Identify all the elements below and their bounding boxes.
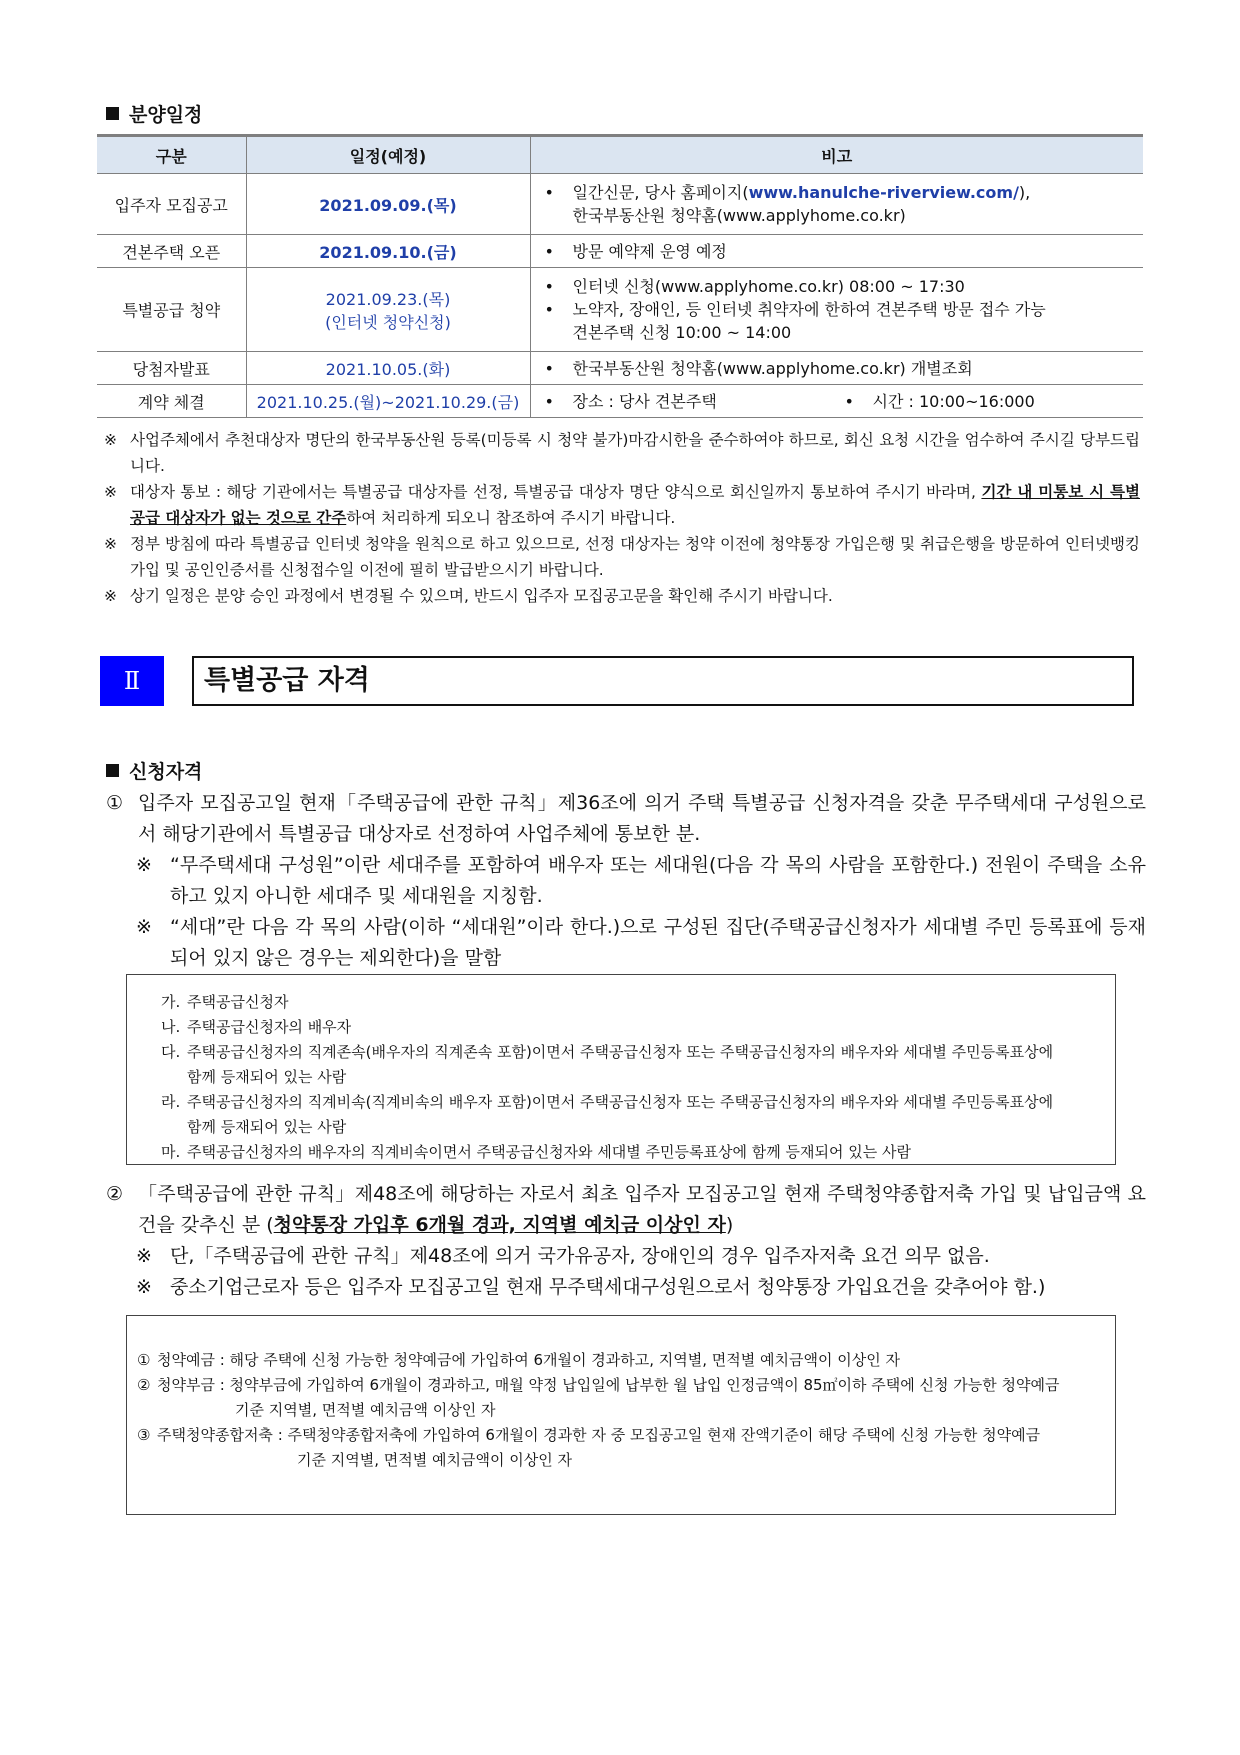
schedule-heading: 분양일정 [106, 100, 202, 127]
date-cell: 2021.10.25.(월)~2021.10.29.(금) [246, 385, 530, 418]
note-item: ※ 상기 일정은 분양 승인 과정에서 변경될 수 있으며, 반드시 입주자 모집공고문을 확인해 주시기 바랍니다. [104, 587, 833, 605]
schedule-notes [104, 427, 1140, 609]
note-item: ※ 사업주체에서 추천대상자 명단의 한국부동산원 등록(미등록 시 청약 불가)마감시한을 준수하여야 하므로, 회신 요청 시간을 엄수하여 주시길 당부드립니다. [104, 431, 1140, 475]
list-item: 다. 주택공급신청자의 직계존속(배우자의 직계존속 포함)이면서 주택공급신청자 또는 주택공급신청자의 배우자와 세대별 주민등록표상에 [161, 1043, 1054, 1061]
section-number: Ⅱ [100, 656, 164, 706]
list-item: 마. 주택공급신청자의 배우자의 직계비속이면서 주택공급신청자와 세대별 주민등록표상에 함께 등재되어 있는 사람 [161, 1143, 911, 1161]
category-cell: 견본주택 오픈 [97, 235, 246, 268]
note-cell: • 장소 : 당사 견본주택 • 시간 : 10:00~16:000 [530, 385, 1143, 418]
category-cell: 입주자 모집공고 [97, 174, 246, 235]
note-cell: • 인터넷 신청(www.applyhome.co.kr) 08:00 ~ 17:30 • 노약자, 장애인, 등 인터넷 취약자에 한하여 견본주택 방문 접수 가능 견본주택 신청 10:00 ~ 14:00 [530, 268, 1143, 352]
date-cell: 2021.10.05.(화) [246, 352, 530, 385]
savings-requirement-box: ① 청약예금 : 해당 주택에 신청 가능한 청약예금에 가입하여 6개월이 경과하고, 지역별, 면적별 예치금액이 이상인 자 ② 청약부금 : 청약부금에 가입하여 6개월이 경과하고, 매월 약정 납입일에 납부한 월 납입 인정금액이 85㎡이하 주택에 신청 가능한 청약예금 기준 지역별, 면적별 예치금액 이상인 자 ③ 주택청약종합저축 : 주택청약종합저축에 가입하여 6개월이 경과한 자 중 모집공고일 현재 잔액기준이 해당 주택에 신청 가능한 청약예금 기준 지역별, 면적별 예치금액이 이상인 자 [126, 1315, 1116, 1515]
note-item: ※ 대상자 통보 : 해당 기관에서는 특별공급 대상자를 선정, 특별공급 대상자 명단 양식으로 회신일까지 통보하여 주시기 바라며, 기간 내 미통보 시 특별공급 대상자가 없는 것으로 간주하여 처리하게 되오니 참조하여 주시기 바랍니다. [104, 483, 1140, 527]
note-cell: • 한국부동산원 청약홈(www.applyhome.co.kr) 개별조회 [530, 352, 1143, 385]
note-cell: • 방문 예약제 운영 예정 [530, 235, 1143, 268]
note-item: ※ 정부 방침에 따라 특별공급 인터넷 청약을 원칙으로 하고 있으므로, 선정 대상자는 청약 이전에 청약통장 가입은행 및 취급은행을 방문하여 인터넷뱅킹 가입 및 공인인증서를 신청접수일 이전에 필히 발급받으시기 바랍니다. [104, 535, 1140, 579]
square-bullet-icon [106, 764, 119, 777]
category-cell: 특별공급 청약 [97, 268, 246, 352]
homepage-link[interactable]: www.hanulche-riverview.com/ [748, 183, 1019, 202]
list-item: 나. 주택공급신청자의 배우자 [161, 1018, 352, 1036]
household-definition-box: 가. 주택공급신청자 나. 주택공급신청자의 배우자 다. 주택공급신청자의 직계존속(배우자의 직계존속 포함)이면서 주택공급신청자 또는 주택공급신청자의 배우자와 세대별 주민등록표상에 함께 등재되어 있는 사람 라. 주택공급신청자의 직계비속(직계비속의 배우자 포함)이면서 주택공급신청자 또는 주택공급신청자의 배우자와 세대별 주민등록표상에 함께 등재되어 있는 사람 마. 주택공급신청자의 배우자의 직계비속이면서 주택공급신청자와 세대별 주민등록표상에 함께 등재되어 있는 사람 [126, 974, 1116, 1165]
list-item: ② 청약부금 : 청약부금에 가입하여 6개월이 경과하고, 매월 약정 납입일에 납부한 월 납입 인정금액이 85㎡이하 주택에 신청 가능한 청약예금 [137, 1376, 1060, 1394]
date-cell: 2021.09.10.(금) [246, 235, 530, 268]
column-header: 구분 [97, 136, 246, 174]
table-header-row [97, 136, 1143, 174]
category-cell: 당첨자발표 [97, 352, 246, 385]
table-row [97, 268, 1143, 352]
table-row [97, 174, 1143, 235]
table-row [97, 235, 1143, 268]
section-title: 특별공급 자격 [192, 656, 1134, 706]
list-item: 라. 주택공급신청자의 직계비속(직계비속의 배우자 포함)이면서 주택공급신청자 또는 주택공급신청자의 배우자와 세대별 주민등록표상에 [161, 1093, 1054, 1111]
list-item: 가. 주택공급신청자 [161, 993, 289, 1011]
category-cell: 계약 체결 [97, 385, 246, 418]
date-cell: 2021.09.23.(목) (인터넷 청약신청) [246, 268, 530, 352]
list-item: ③ 주택청약종합저축 : 주택청약종합저축에 가입하여 6개월이 경과한 자 중 모집공고일 현재 잔액기준이 해당 주택에 신청 가능한 청약예금 [137, 1426, 1041, 1444]
qualification-heading: 신청자격 [106, 757, 202, 784]
square-bullet-icon [106, 107, 119, 120]
qualification-item-2: ② 「주택공급에 관한 규칙」제48조에 해당하는 자로서 최초 입주자 모집공고일 현재 주택청약종합저축 가입 및 납입금액 요건을 갖추신 분 (청약통장 가입후 6개월 경과, 지역별 예치금 이상인 자) ※ 단,「주택공급에 관한 규칙」제48조에 의거 국가유공자, 장애인의 경우 입주자저축 요건 의무 없음. ※ 중소기업근로자 등은 입주자 모집공고일 현재 무주택세대구성원으로서 청약통장 가입요건을 갖추어야 함.) [106, 1183, 1146, 1298]
column-header: 비고 [530, 136, 1143, 174]
note-cell: • 일간신문, 당사 홈페이지(www.hanulche-riverview.com/), 한국부동산원 청약홈(www.applyhome.co.kr) [530, 174, 1143, 235]
table-row [97, 352, 1143, 385]
column-header: 일정(예정) [246, 136, 530, 174]
table-row [97, 385, 1143, 418]
date-cell: 2021.09.09.(목) [246, 174, 530, 235]
list-item: ① 청약예금 : 해당 주택에 신청 가능한 청약예금에 가입하여 6개월이 경과하고, 지역별, 면적별 예치금액이 이상인 자 [137, 1351, 900, 1369]
schedule-table [97, 134, 1143, 418]
qualification-item-1: ① 입주자 모집공고일 현재「주택공급에 관한 규칙」제36조에 의거 주택 특별공급 신청자격을 갖춘 무주택세대 구성원으로서 해당기관에서 특별공급 대상자로 선정하여 사업주체에 통보한 분. ※ “무주택세대 구성원”이란 세대주를 포함하여 배우자 또는 세대원(다음 각 목의 사람을 포함한다.) 전원이 주택을 소유하고 있지 아니한 세대주 및 세대원을 지칭함. ※ “세대”란 다음 각 목의 사람(이하 “세대원”이라 한다.)으로 구성된 집단(주택공급신청자가 세대별 주민 등록표에 등재되어 있지 않은 경우는 제외한다)을 말함 [106, 792, 1146, 969]
